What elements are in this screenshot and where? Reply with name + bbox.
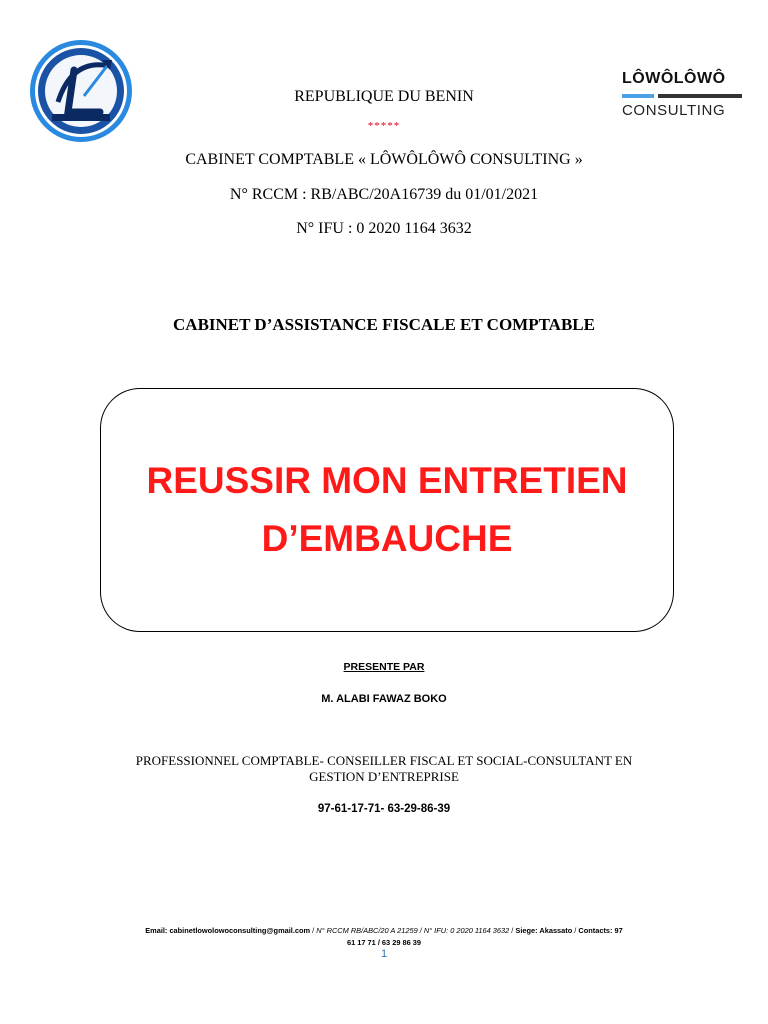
title-box xyxy=(100,388,674,632)
footer-line2: 61 17 71 / 63 29 86 39 xyxy=(347,938,421,947)
main-title-line2: D’EMBAUCHE xyxy=(261,518,513,559)
main-title-line1: REUSSIR MON ENTRETIEN xyxy=(146,460,628,501)
footer xyxy=(94,925,674,949)
header-cabinet: CABINET COMPTABLE « LÔWÔLÔWÔ CONSULTING » xyxy=(185,151,583,168)
footer-sep: / xyxy=(310,926,317,935)
header-stars: ***** xyxy=(367,120,401,132)
presenter-phones: 97-61-17-71- 63-29-86-39 xyxy=(317,803,451,815)
header-ifu: N° IFU : 0 2020 1164 3632 xyxy=(296,220,472,237)
cabinet-title: CABINET D’ASSISTANCE FISCALE ET COMPTABLE xyxy=(173,315,595,334)
presenter-label: PRESENTE PAR xyxy=(343,661,425,673)
header-republic: REPUBLIQUE DU BENIN xyxy=(294,88,474,105)
presenter-name: M. ALABI FAWAZ BOKO xyxy=(321,693,447,705)
footer-contacts: Contacts: 97 xyxy=(578,926,623,935)
profession-line1: PROFESSIONNEL COMPTABLE- CONSEILLER FISCAL ET SOCIAL-CONSULTANT EN xyxy=(135,753,633,768)
header-rccm: N° RCCM : RB/ABC/20A16739 du 01/01/2021 xyxy=(229,186,539,203)
footer-sep: / xyxy=(572,926,579,935)
footer-siege: Siege: Akassato xyxy=(515,926,573,935)
presenter-profession xyxy=(0,753,768,785)
brand-logo-name: LÔWÔLÔWÔ xyxy=(622,70,726,87)
footer-sep: / xyxy=(509,926,516,935)
profession-line2: GESTION D’ENTREPRISE xyxy=(309,769,459,784)
page-number: 1 xyxy=(380,948,388,960)
footer-rccm-ifu: N° RCCM RB/ABC/20 A 21259 / N° IFU: 0 2020 1164 3632 xyxy=(316,926,510,935)
brand-logo-sub: CONSULTING xyxy=(622,102,726,119)
footer-line1 xyxy=(94,925,674,937)
footer-email: Email: cabinetlowolowoconsulting@gmail.com xyxy=(145,926,311,935)
